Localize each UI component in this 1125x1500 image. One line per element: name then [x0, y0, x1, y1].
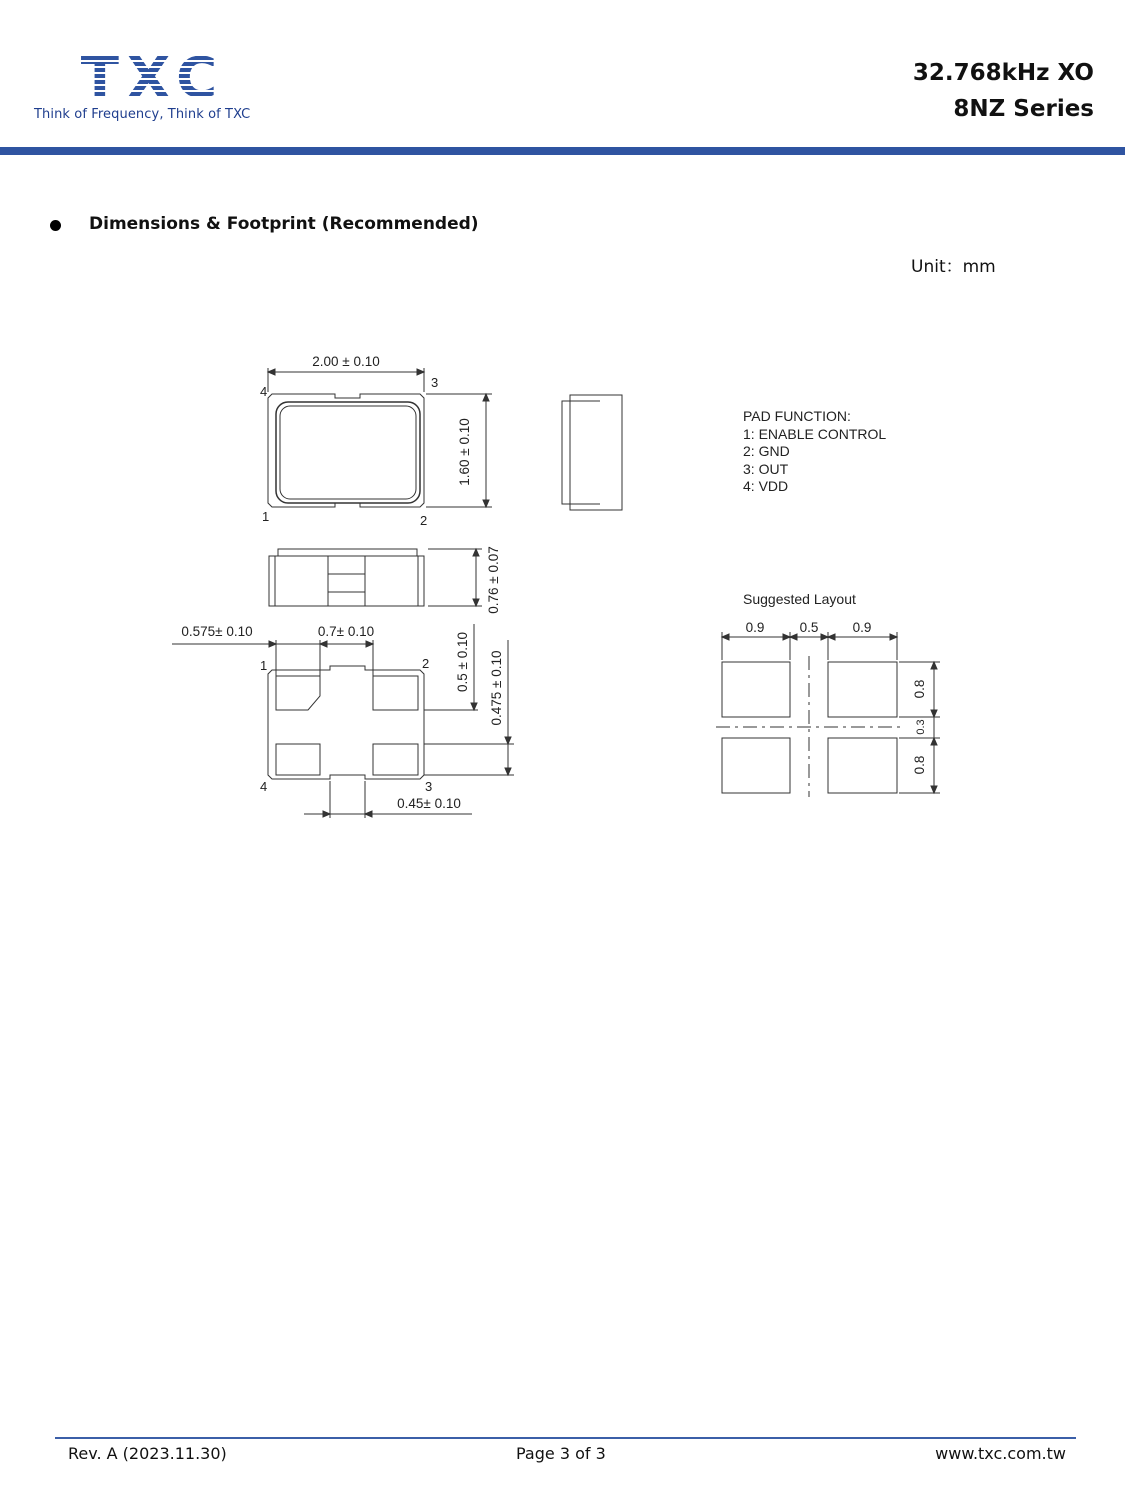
footer-website[interactable]: www.txc.com.tw: [935, 1444, 1066, 1463]
layout-h1-label: 0.8: [912, 679, 927, 699]
footer-rule: [55, 1437, 1076, 1439]
layout-w2-label: 0.9: [852, 620, 872, 635]
pin-2-top: 2: [420, 513, 428, 528]
layout-title: Suggested Layout: [743, 591, 856, 607]
dim-thickness-label: 0.76 ± 0.07: [486, 546, 501, 614]
dim-pad-gap-label: 0.45± 0.10: [397, 796, 461, 811]
dim-height-label: 1.60 ± 0.10: [457, 418, 472, 486]
title-series: 8NZ Series: [953, 96, 1094, 122]
footer-page: Page 3 of 3: [516, 1444, 606, 1463]
pad-function-3: 3: OUT: [743, 461, 789, 477]
pad-function-title: PAD FUNCTION:: [743, 408, 851, 424]
footer-revision: Rev. A (2023.11.30): [68, 1444, 227, 1463]
logo-wordmark: TXC: [80, 50, 226, 102]
layout-h2-label: 0.8: [912, 755, 927, 775]
side-view-right: [562, 395, 622, 510]
dim-pad-pitch-label: 0.475 ± 0.10: [489, 650, 504, 726]
layout-gap-label: 0.5: [799, 620, 819, 635]
pin-3-bottom: 3: [425, 779, 433, 794]
pad-function-1: 1: ENABLE CONTROL: [743, 426, 887, 442]
logo-tagline: Think of Frequency, Think of TXC: [34, 107, 251, 122]
pin-2-bottom: 2: [422, 656, 430, 671]
pin-1-top: 1: [262, 509, 270, 524]
suggested-layout: [716, 632, 940, 797]
section-title: Dimensions & Footprint (Recommended): [89, 214, 479, 234]
pin-3-top: 3: [431, 375, 439, 390]
pad-function-4: 4: VDD: [743, 478, 789, 494]
dim-pad-width-label: 0.7± 0.10: [317, 624, 375, 639]
dim-pad-offset-label: 0.575± 0.10: [181, 624, 253, 639]
title-frequency: 32.768kHz XO: [912, 60, 1094, 86]
layout-w1-label: 0.9: [745, 620, 765, 635]
dim-width-label: 2.00 ± 0.10: [312, 354, 380, 369]
dim-pad-height-label: 0.5 ± 0.10: [455, 632, 470, 692]
layout-vgap-label: 0.3: [915, 719, 927, 735]
side-view-front: [269, 549, 482, 606]
pin-4-top: 4: [260, 384, 268, 399]
pad-function-2: 2: GND: [743, 443, 790, 459]
unit-label: Unit：mm: [911, 257, 996, 277]
pin-1-bottom: 1: [260, 658, 268, 673]
pin-4-bottom: 4: [260, 779, 268, 794]
